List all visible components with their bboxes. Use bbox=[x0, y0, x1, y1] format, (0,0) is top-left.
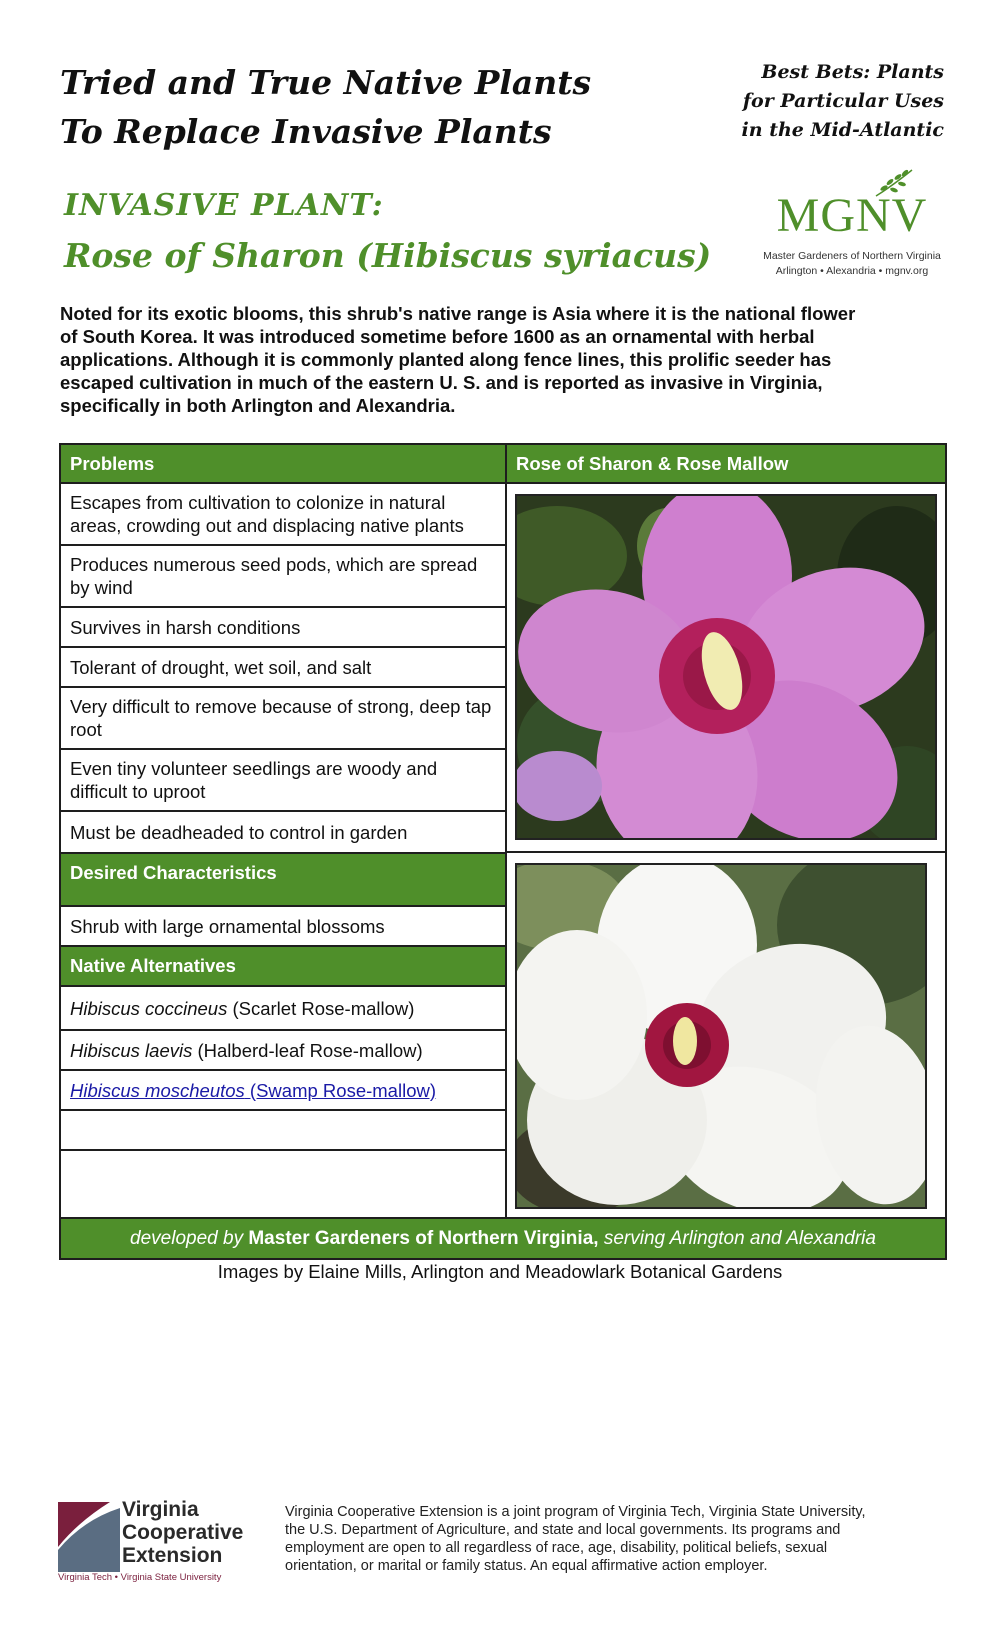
alternative-item bbox=[61, 1031, 505, 1071]
empty-row bbox=[61, 1151, 505, 1191]
organization-name: Master Gardeners of Northern Virginia, bbox=[248, 1227, 599, 1249]
mgnv-logo bbox=[752, 162, 952, 282]
alternative-item bbox=[61, 987, 505, 1031]
problem-item: Even tiny volunteer seedlings are woody and difficult to uproot bbox=[61, 750, 505, 812]
rose-of-sharon-photo bbox=[515, 494, 937, 840]
problem-item: Survives in harsh conditions bbox=[61, 608, 505, 648]
intro-paragraph: Noted for its exotic blooms, this shrub's native range is Asia where it is the national flower of South Korea. It was introduced sometime before 1600 as an ornamental with herbal applications. Although it is commonly planted along fence lines, this prolific seeder has escaped cultivation in much of the eastern U. S. and is reported as invasive in Virginia, specifically in both Arlington and Alexandria. bbox=[60, 303, 856, 416]
invasive-plant-name: Rose of Sharon (Hibiscus syriacus) bbox=[64, 236, 712, 275]
developed-by-label: developed by bbox=[130, 1227, 249, 1249]
alternative-item-link[interactable] bbox=[61, 1071, 505, 1111]
vce-name-line2: Cooperative bbox=[122, 1521, 244, 1544]
left-column bbox=[61, 445, 507, 1258]
photo-divider bbox=[507, 851, 945, 853]
desired-characteristics-header: Desired Characteristics bbox=[61, 854, 505, 907]
info-table bbox=[59, 443, 947, 1260]
alternative-species: Hibiscus laevis bbox=[70, 1039, 193, 1061]
vce-logo bbox=[58, 1498, 258, 1584]
problems-header: Problems bbox=[61, 445, 505, 484]
alternative-species[interactable]: Hibiscus moscheutos bbox=[70, 1079, 245, 1101]
logo-text: MGNV bbox=[776, 189, 928, 242]
vce-name-line3: Extension bbox=[122, 1544, 223, 1567]
rose-mallow-photo bbox=[515, 863, 927, 1209]
desired-item: Shrub with large ornamental blossoms bbox=[61, 907, 505, 947]
problem-item: Produces numerous seed pods, which are spread by wind bbox=[61, 546, 505, 608]
main-title-line2: To Replace Invasive Plants bbox=[60, 112, 552, 151]
alternative-common-name: (Scarlet Rose-mallow) bbox=[227, 997, 415, 1019]
vce-tagline: Virginia Tech • Virginia State University bbox=[58, 1572, 222, 1583]
problem-item: Escapes from cultivation to colonize in natural areas, crowding out and displacing native plants bbox=[61, 484, 505, 546]
invasive-plant-label: INVASIVE PLANT: bbox=[64, 188, 384, 223]
alternative-common-name: (Halberd-leaf Rose-mallow) bbox=[192, 1039, 423, 1061]
swamp-rose-mallow-link[interactable] bbox=[70, 1079, 436, 1102]
alternative-species: Hibiscus coccineus bbox=[70, 997, 228, 1019]
native-alternatives-header: Native Alternatives bbox=[61, 947, 505, 987]
problem-item: Must be deadheaded to control in garden bbox=[61, 812, 505, 854]
logo-locations: Arlington • Alexandria • mgnv.org bbox=[775, 265, 929, 277]
best-bets-line1: Best Bets: Plants bbox=[761, 61, 944, 83]
best-bets-subtitle bbox=[704, 58, 944, 145]
main-title-line1: Tried and True Native Plants bbox=[60, 63, 592, 102]
problem-item: Very difficult to remove because of strong, deep tap root bbox=[61, 688, 505, 750]
photos-header: Rose of Sharon & Rose Mallow bbox=[507, 445, 945, 484]
right-column bbox=[507, 445, 945, 1258]
main-title bbox=[60, 58, 620, 156]
serving-label: serving Arlington and Alexandria bbox=[598, 1227, 876, 1249]
developed-by-band bbox=[59, 1217, 947, 1260]
empty-row bbox=[61, 1111, 505, 1151]
vce-name-line1: Virginia bbox=[122, 1498, 199, 1521]
alternative-common-name[interactable]: (Swamp Rose-mallow) bbox=[244, 1079, 437, 1101]
problem-item: Tolerant of drought, wet soil, and salt bbox=[61, 648, 505, 688]
best-bets-line2: for Particular Uses bbox=[742, 90, 944, 112]
vce-statement: Virginia Cooperative Extension is a joint program of Virginia Tech, Virginia State University, the U.S. Department of Agriculture, and state and local governments. Its programs and employment are open to all regardless of race, age, disability, political beliefs, sexual orientation, or marital or family status. An equal affirmative action employer. bbox=[285, 1504, 866, 1574]
best-bets-line3: in the Mid-Atlantic bbox=[741, 119, 944, 141]
image-credits: Images by Elaine Mills, Arlington and Meadowlark Botanical Gardens bbox=[217, 1261, 783, 1282]
logo-subtitle: Master Gardeners of Northern Virginia bbox=[763, 250, 941, 262]
